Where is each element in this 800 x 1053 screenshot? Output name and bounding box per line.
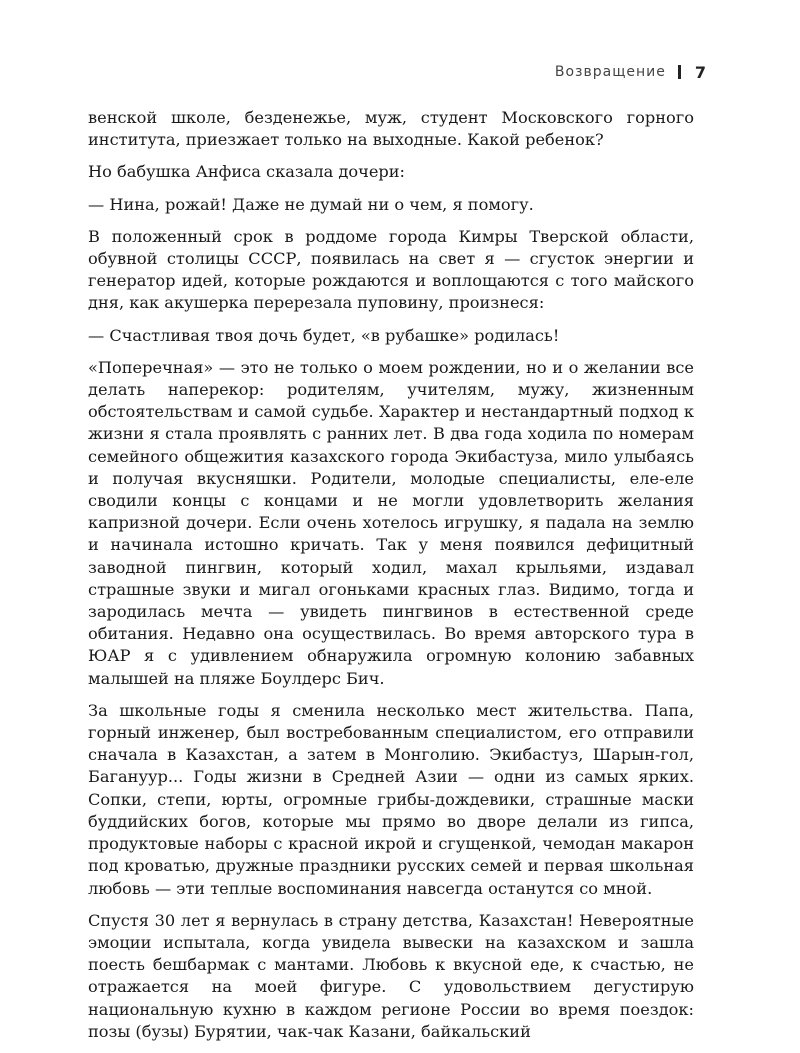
page-body <box>88 107 694 1053</box>
paragraph-6: «Поперечная» — это не только о моем рождении, но и о желании все делать наперекор: родителям, учителям, мужу, жизненным обстоятельствам и самой судьбе. Характер и нестандартный подход к жизни я стала проявлять с ранних лет. В два года ходила по номерам семейного общежития казахского города Экибастуза, мило улыбаясь и получая вкусняшки. Родители, молодые специалисты, еле-еле сводили концы с концами и не могли удовлетворить желания капризной дочери. Если очень хотелось игрушку, я падала на землю и начинала истошно кричать. Так у меня появился дефицитный заводной пингвин, который ходил, махал крыльями, издавал страшные звуки и мигал огоньками красных глаз. Видимо, тогда и зародилась мечта — увидеть пингвинов в естественной среде обитания. Недавно она осуществилась. Во время авторского тура в ЮАР я с удивлением обнаружила огромную колонию забавных малышей на пляже Боулдерс Бич. <box>88 357 694 688</box>
header-divider <box>678 65 681 79</box>
paragraph-7: За школьные годы я сменила несколько мест жительства. Папа, горный инженер, был востребованным специалистом, его отправили сначала в Казахстан, а затем в Монголию. Экибастуз, Шарын-гол, Багануур... Годы жизни в Средней Азии — одни из самых ярких. Сопки, степи, юрты, огромные грибы-дождевики, страшные маски буддийских богов, которые мы прямо во дворе делали из гипса, продуктовые наборы с красной икрой и сгущенкой, чемодан макарон под кроватью, дружные праздники русских семей и первая школьная любовь — эти теплые воспоминания навсегда останутся со мной. <box>88 700 694 898</box>
running-header <box>555 60 706 84</box>
paragraph-1: венской школе, безденежье, муж, студент Московского горного института, приезжает только на выходные. Какой ребенок? <box>88 108 694 150</box>
paragraph-5-dialogue: — Счастливая твоя дочь будет, «в рубашке» родилась! <box>88 325 560 345</box>
paragraph-2: Но бабушка Анфиса сказала дочери: <box>88 162 405 182</box>
paragraph-3-dialogue: — Нина, рожай! Даже не думай ни о чем, я помогу. <box>88 194 534 214</box>
paragraph-8: Спустя 30 лет я вернулась в страну детства, Казахстан! Невероятные эмоции испытала, когда увидела вывески на казахском и зашла поесть бешбармак с мантами. Любовь к вкусной еде, к счастью, не отражается на моей фигуре. С удовольствием дегустирую национальную кухню в каждом регионе России во время поездок: позы (бузы) Бурятии, чак-чак Казани, байкальский <box>88 910 694 1041</box>
paragraph-4: В положенный срок в роддоме города Кимры Тверской области, обувной столицы СССР, появилась на свет я — сгусток энергии и генератор идей, которые рождаются и воплощаются с того майского дня, как акушерка перерезала пуповину, произнеся: <box>88 226 694 313</box>
chapter-title: Возвращение <box>554 64 666 80</box>
page-number: 7 <box>694 62 706 82</box>
